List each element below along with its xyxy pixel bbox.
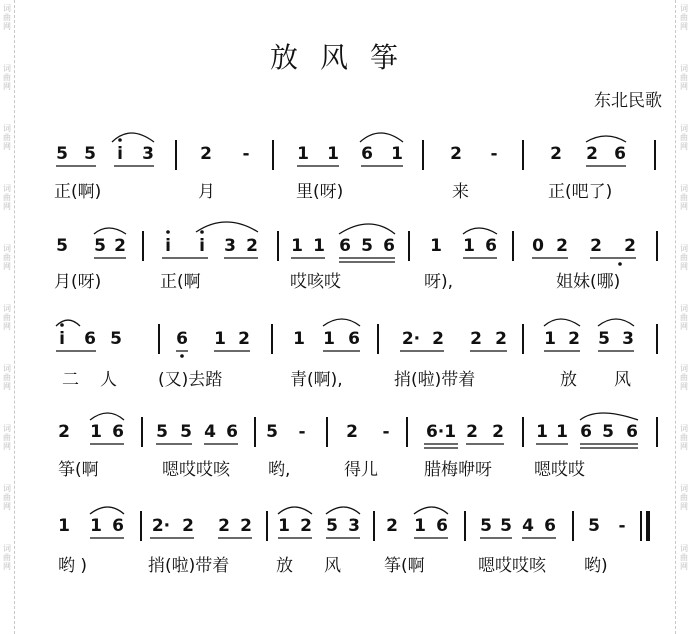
slur [94,228,126,234]
watermark: 词曲网 [3,124,11,151]
note: 2 [200,144,212,164]
note: 2 [450,144,462,164]
note: 2 [432,329,444,349]
beam [424,444,504,448]
slur [196,222,258,232]
octave-dot [166,230,170,234]
lyric: 月 [198,182,215,202]
note: 6 [84,329,96,349]
song-origin: 东北民歌 [594,91,662,111]
note: 2 [182,516,194,536]
barline [422,140,424,170]
note: 5 [94,236,106,256]
note: 2 [556,236,568,256]
note: 6 [436,516,448,536]
note: 1 [58,516,70,536]
note: 6·1 [425,422,457,442]
note: 5 [326,516,338,536]
slur [278,507,312,514]
watermark: 词曲网 [680,364,688,391]
slur [414,507,448,514]
slur [56,320,80,326]
watermark: 词曲网 [680,424,688,451]
lyric: 月(呀) [54,272,102,292]
beam [536,444,638,448]
barline [277,231,279,261]
note: 2 [238,329,250,349]
note: 5 [84,144,96,164]
lyric: 筝(啊 [58,460,99,480]
lyric: 风 [614,370,631,390]
lyric: 正(吧了) [548,182,613,202]
lyric: 姐妹(哪) [556,272,621,292]
note: 5 [361,236,373,256]
lyric: 腊梅咿呀 [424,460,492,480]
lyric: 哟 ) [58,556,88,576]
barline [656,417,658,447]
barline [522,417,524,447]
barline [522,140,524,170]
barline [406,417,408,447]
note: 1 [313,236,325,256]
note: 1 [391,144,403,164]
lyric: 哟, [268,460,291,480]
barline [175,140,177,170]
note: - [490,144,498,164]
lyric: 嗯哎哎咳 [162,460,230,480]
note: 2 [300,516,312,536]
slur [598,319,634,326]
barline [656,231,658,261]
lyric: 来 [452,182,469,202]
watermark: 词曲网 [680,304,688,331]
slur [90,413,124,420]
note: 1 [463,236,475,256]
barline [158,324,160,354]
note: 6 [176,329,188,349]
note: 4 [522,516,534,536]
note: 6 [580,422,592,442]
note: 6 [112,422,124,442]
note: 2 [240,516,252,536]
note: - [298,422,306,442]
note: 6 [361,144,373,164]
note: 3 [224,236,236,256]
barline [272,140,274,170]
note: i [59,329,65,349]
watermark: 词曲网 [3,4,11,31]
lyric: 二 [62,370,79,390]
note: 1 [278,516,290,536]
lyric: 正(啊) [54,182,102,202]
note: 5 [110,329,122,349]
note: 6 [348,329,360,349]
barline [266,511,268,541]
octave-dot [60,323,64,327]
low-octave-dot [618,262,622,266]
lyric: 正(啊 [160,272,201,292]
note: 2 [346,422,358,442]
note: i [165,236,171,256]
note: 2 [114,236,126,256]
lyric: 放 [276,556,293,576]
left-watermark-strip [0,0,15,634]
note: 1 [327,144,339,164]
note: 5 [180,422,192,442]
watermark: 词曲网 [680,4,688,31]
note: 3 [348,516,360,536]
barline [373,511,375,541]
final-barline-thin [640,511,642,541]
note: 6 [383,236,395,256]
slur [586,136,626,142]
barline [572,511,574,541]
note: 5 [156,422,168,442]
note: 2· [401,329,421,349]
note: 1 [556,422,568,442]
lyric: 筝(啊 [384,556,425,576]
note: 1 [430,236,442,256]
note: 5 [56,236,68,256]
barline [326,417,328,447]
lyric: 哎咳哎 [290,272,341,292]
barline [140,511,142,541]
lyric: 得儿 [344,460,378,480]
barline [656,324,658,354]
note: - [382,422,390,442]
lyric: 捎(啦)带着 [148,556,230,576]
note: 2 [568,329,580,349]
watermark: 词曲网 [3,244,11,271]
watermark: 词曲网 [680,124,688,151]
lyric: 放 [560,370,577,390]
barline [377,324,379,354]
octave-dot [118,138,122,142]
note: 6 [544,516,556,536]
note: 2 [624,236,636,256]
note: 2 [218,516,230,536]
watermark: 词曲网 [3,304,11,331]
note: 1 [90,422,102,442]
barline [512,231,514,261]
note: 2 [586,144,598,164]
note: 0 [532,236,544,256]
watermark: 词曲网 [680,544,688,571]
lyric: 捎(啦)带着 [394,370,476,390]
note: 1 [90,516,102,536]
note: 6 [339,236,351,256]
barline [408,231,410,261]
beam [291,258,395,262]
note: 2 [550,144,562,164]
octave-dot [200,230,204,234]
note: 1 [214,329,226,349]
lyric: 里(呀) [296,182,344,202]
watermark: 词曲网 [3,484,11,511]
slur [323,319,360,326]
note: 2 [246,236,258,256]
final-barline-thick [646,511,650,541]
lyric: 哟) [584,556,608,576]
lyric: 青(啊), [290,370,343,390]
note: 2· [151,516,171,536]
barline [141,417,143,447]
low-octave-dot [180,354,184,358]
watermark: 词曲网 [3,184,11,211]
note: 2 [58,422,70,442]
note: 3 [622,329,634,349]
note: 6 [112,516,124,536]
note: 4 [204,422,216,442]
watermark: 词曲网 [3,544,11,571]
note: 2 [590,236,602,256]
watermark: 词曲网 [680,244,688,271]
slur [339,224,395,234]
lyric: 人 [100,370,117,390]
slur [463,228,497,234]
barline [142,231,144,261]
note: 6 [614,144,626,164]
note: 1 [297,144,309,164]
barline [254,417,256,447]
note: 1 [323,329,335,349]
note: - [618,516,626,536]
barline [271,324,273,354]
note: 6 [626,422,638,442]
note: 5 [588,516,600,536]
barline [464,511,466,541]
note: i [199,236,205,256]
note: 2 [492,422,504,442]
note: 5 [480,516,492,536]
note: 5 [602,422,614,442]
note: 2 [470,329,482,349]
slur [326,507,360,514]
watermark: 词曲网 [3,364,11,391]
watermark: 词曲网 [3,64,11,91]
note: 5 [266,422,278,442]
slur [544,319,580,326]
note: 6 [226,422,238,442]
watermark: 词曲网 [680,184,688,211]
note: 3 [142,144,154,164]
note: - [242,144,250,164]
note: 2 [495,329,507,349]
note: 5 [500,516,512,536]
slur [90,507,124,514]
watermark: 词曲网 [680,484,688,511]
lyric: (又)去踏 [158,370,223,390]
note: 1 [291,236,303,256]
slur [112,133,154,142]
note: 5 [56,144,68,164]
note: 1 [293,329,305,349]
barline [522,324,524,354]
watermark: 词曲网 [3,424,11,451]
lyric: 风 [324,556,341,576]
note: 1 [414,516,426,536]
note: 2 [386,516,398,536]
barline [654,140,656,170]
note: 1 [544,329,556,349]
watermark: 词曲网 [680,64,688,91]
note: 5 [598,329,610,349]
lyric: 呀), [424,272,454,292]
right-watermark-strip [675,0,690,634]
lyric: 嗯哎哎 [534,460,585,480]
note: i [117,144,123,164]
song-title: 放风筝 [269,41,420,74]
slur [360,133,403,142]
note: 6 [485,236,497,256]
note: 1 [536,422,548,442]
slur [580,413,638,420]
lyric: 嗯哎哎咳 [478,556,546,576]
note: 2 [466,422,478,442]
